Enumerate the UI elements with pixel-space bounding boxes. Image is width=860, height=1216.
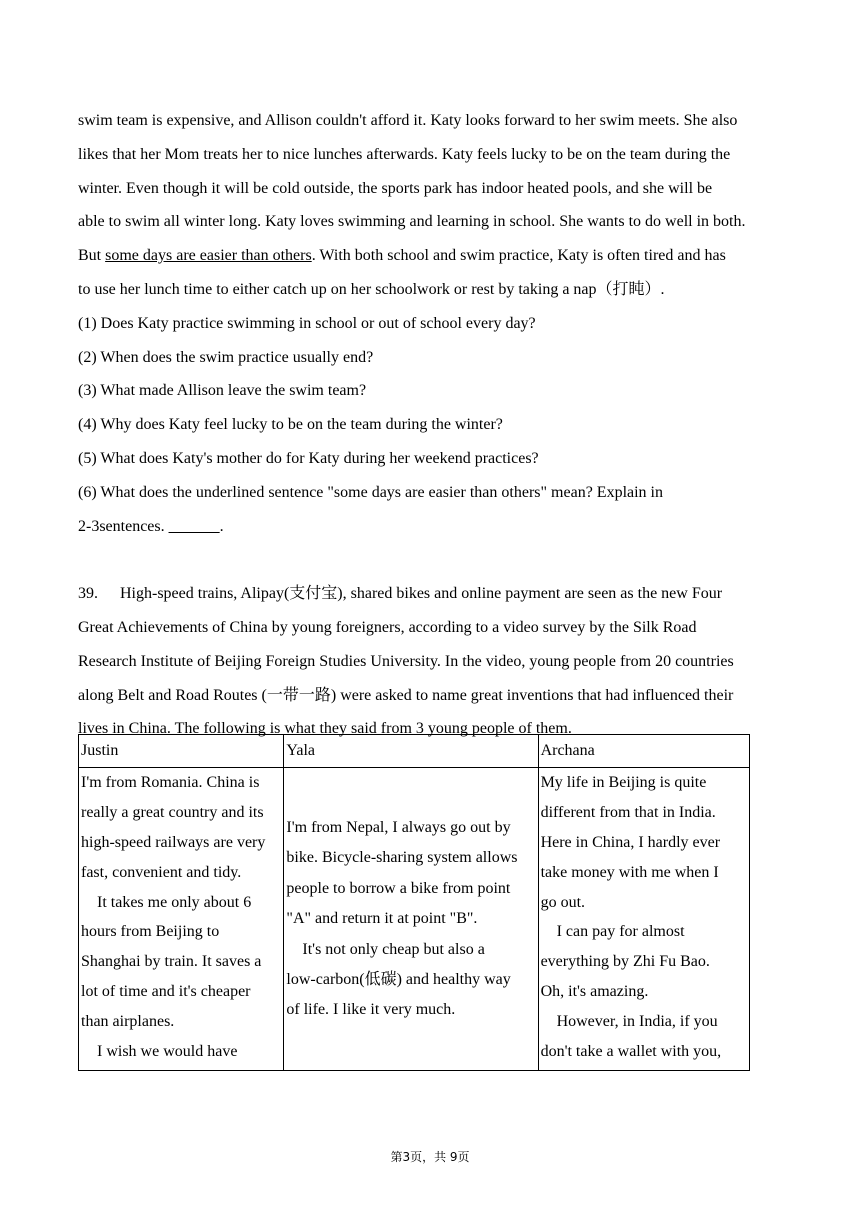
- response-line: everything by Zhi Fu Bao.: [540, 953, 710, 971]
- response-line: lot of time and it's cheaper: [81, 982, 251, 1000]
- response-line: However, in India, if you: [556, 1012, 718, 1030]
- question-4: (4) Why does Katy feel lucky to be on the team during the winter?: [78, 416, 503, 434]
- response-line: Shanghai by train. It saves a: [81, 953, 262, 971]
- question-2: (2) When does the swim practice usually end?: [78, 348, 374, 366]
- response-line: than airplanes.: [81, 1012, 175, 1030]
- response-line: It takes me only about 6: [97, 893, 252, 911]
- item-39-line: along Belt and Road Routes (一带一路) were asked to name great inventions that had influenced their: [78, 686, 734, 704]
- question-5: (5) What does Katy's mother do for Katy during her weekend practices?: [78, 449, 539, 467]
- response-line: of life. I like it very much.: [286, 1001, 456, 1019]
- question-6: (6) What does the underlined sentence "some days are easier than others" mean? Explain in: [78, 483, 663, 501]
- response-line: Here in China, I hardly ever: [540, 833, 721, 851]
- header-justin: Justin: [79, 735, 284, 768]
- passage-line: to use her lunch time to either catch up on her schoolwork or rest by taking a nap（打盹）.: [78, 280, 665, 298]
- passage-text: . With both school and swim practice, Katy is often tired and has: [311, 247, 726, 265]
- responses-table: [78, 734, 750, 1071]
- response-line: low-carbon(低碳) and healthy way: [286, 970, 511, 988]
- response-line: Oh, it's amazing.: [540, 982, 649, 1000]
- response-line: people to borrow a bike from point: [286, 879, 511, 897]
- response-line: bike. Bicycle-sharing system allows: [286, 849, 518, 867]
- question-3: (3) What made Allison leave the swim team?: [78, 382, 367, 400]
- question-6-text: 2-3sentences.: [78, 517, 169, 535]
- response-line: I wish we would have: [97, 1042, 238, 1060]
- passage-line: swim team is expensive, and Allison couldn't afford it. Katy looks forward to her swim meets. She also: [78, 112, 738, 129]
- header-archana: Archana: [538, 735, 749, 768]
- passage-line: able to swim all winter long. Katy loves swimming and learning in school. She wants to do well in both.: [78, 213, 746, 231]
- response-line: My life in Beijing is quite: [540, 774, 707, 792]
- response-line: really a great country and its: [81, 804, 264, 822]
- table-row: [79, 768, 750, 1071]
- question-1: (1) Does Katy practice swimming in school or out of school every day?: [78, 314, 536, 332]
- item-39-line: lives in China. The following is what they said from 3 young people of them.: [78, 720, 572, 738]
- response-line: take money with me when I: [540, 863, 719, 881]
- table-header-row: [79, 735, 750, 768]
- question-6-end: .: [219, 517, 224, 535]
- question-6-continued: [78, 510, 790, 544]
- item-number: 39.: [78, 585, 98, 603]
- answer-blank: ______: [168, 517, 220, 535]
- item-39-line: Great Achievements of China by young foreigners, according to a video survey by the Silk Road: [78, 618, 697, 636]
- yala-response: [284, 768, 538, 1071]
- item-39-line: Research Institute of Beijing Foreign Studies University. In the video, young people from 20 countries: [78, 652, 734, 670]
- passage-line-with-underline: [78, 239, 790, 273]
- item-39-line-1: [78, 577, 790, 611]
- underlined-sentence: some days are easier than others: [105, 247, 312, 265]
- response-line: go out.: [540, 893, 586, 911]
- passage-line: likes that her Mom treats her to nice lunches afterwards. Katy feels lucky to be on the team during the: [78, 145, 731, 163]
- page-footer: 第3页，共 9页: [390, 1150, 470, 1164]
- response-line: "A" and return it at point "B".: [286, 910, 478, 928]
- passage-text: But: [78, 247, 106, 265]
- justin-response: [79, 768, 284, 1071]
- section-gap: [78, 543, 790, 577]
- passage-line: winter. Even though it will be cold outside, the sports park has indoor heated pools, and she will be: [78, 179, 713, 197]
- response-line: It's not only cheap but also a: [302, 940, 485, 958]
- item-39-text: High-speed trains, Alipay(支付宝), shared bikes and online payment are seen as the new Four: [120, 585, 723, 603]
- response-line: high-speed railways are very: [81, 833, 266, 851]
- archana-response: [538, 768, 749, 1071]
- response-line: don't take a wallet with you,: [540, 1042, 722, 1060]
- response-line: I'm from Nepal, I always go out by: [286, 818, 511, 836]
- response-line: fast, convenient and tidy.: [81, 863, 242, 881]
- header-yala: Yala: [284, 735, 538, 768]
- response-line: I'm from Romania. China is: [81, 774, 260, 792]
- response-line: different from that in India.: [540, 804, 716, 822]
- response-line: I can pay for almost: [556, 923, 685, 941]
- document-page: [78, 104, 790, 1071]
- response-line: hours from Beijing to: [81, 923, 220, 941]
